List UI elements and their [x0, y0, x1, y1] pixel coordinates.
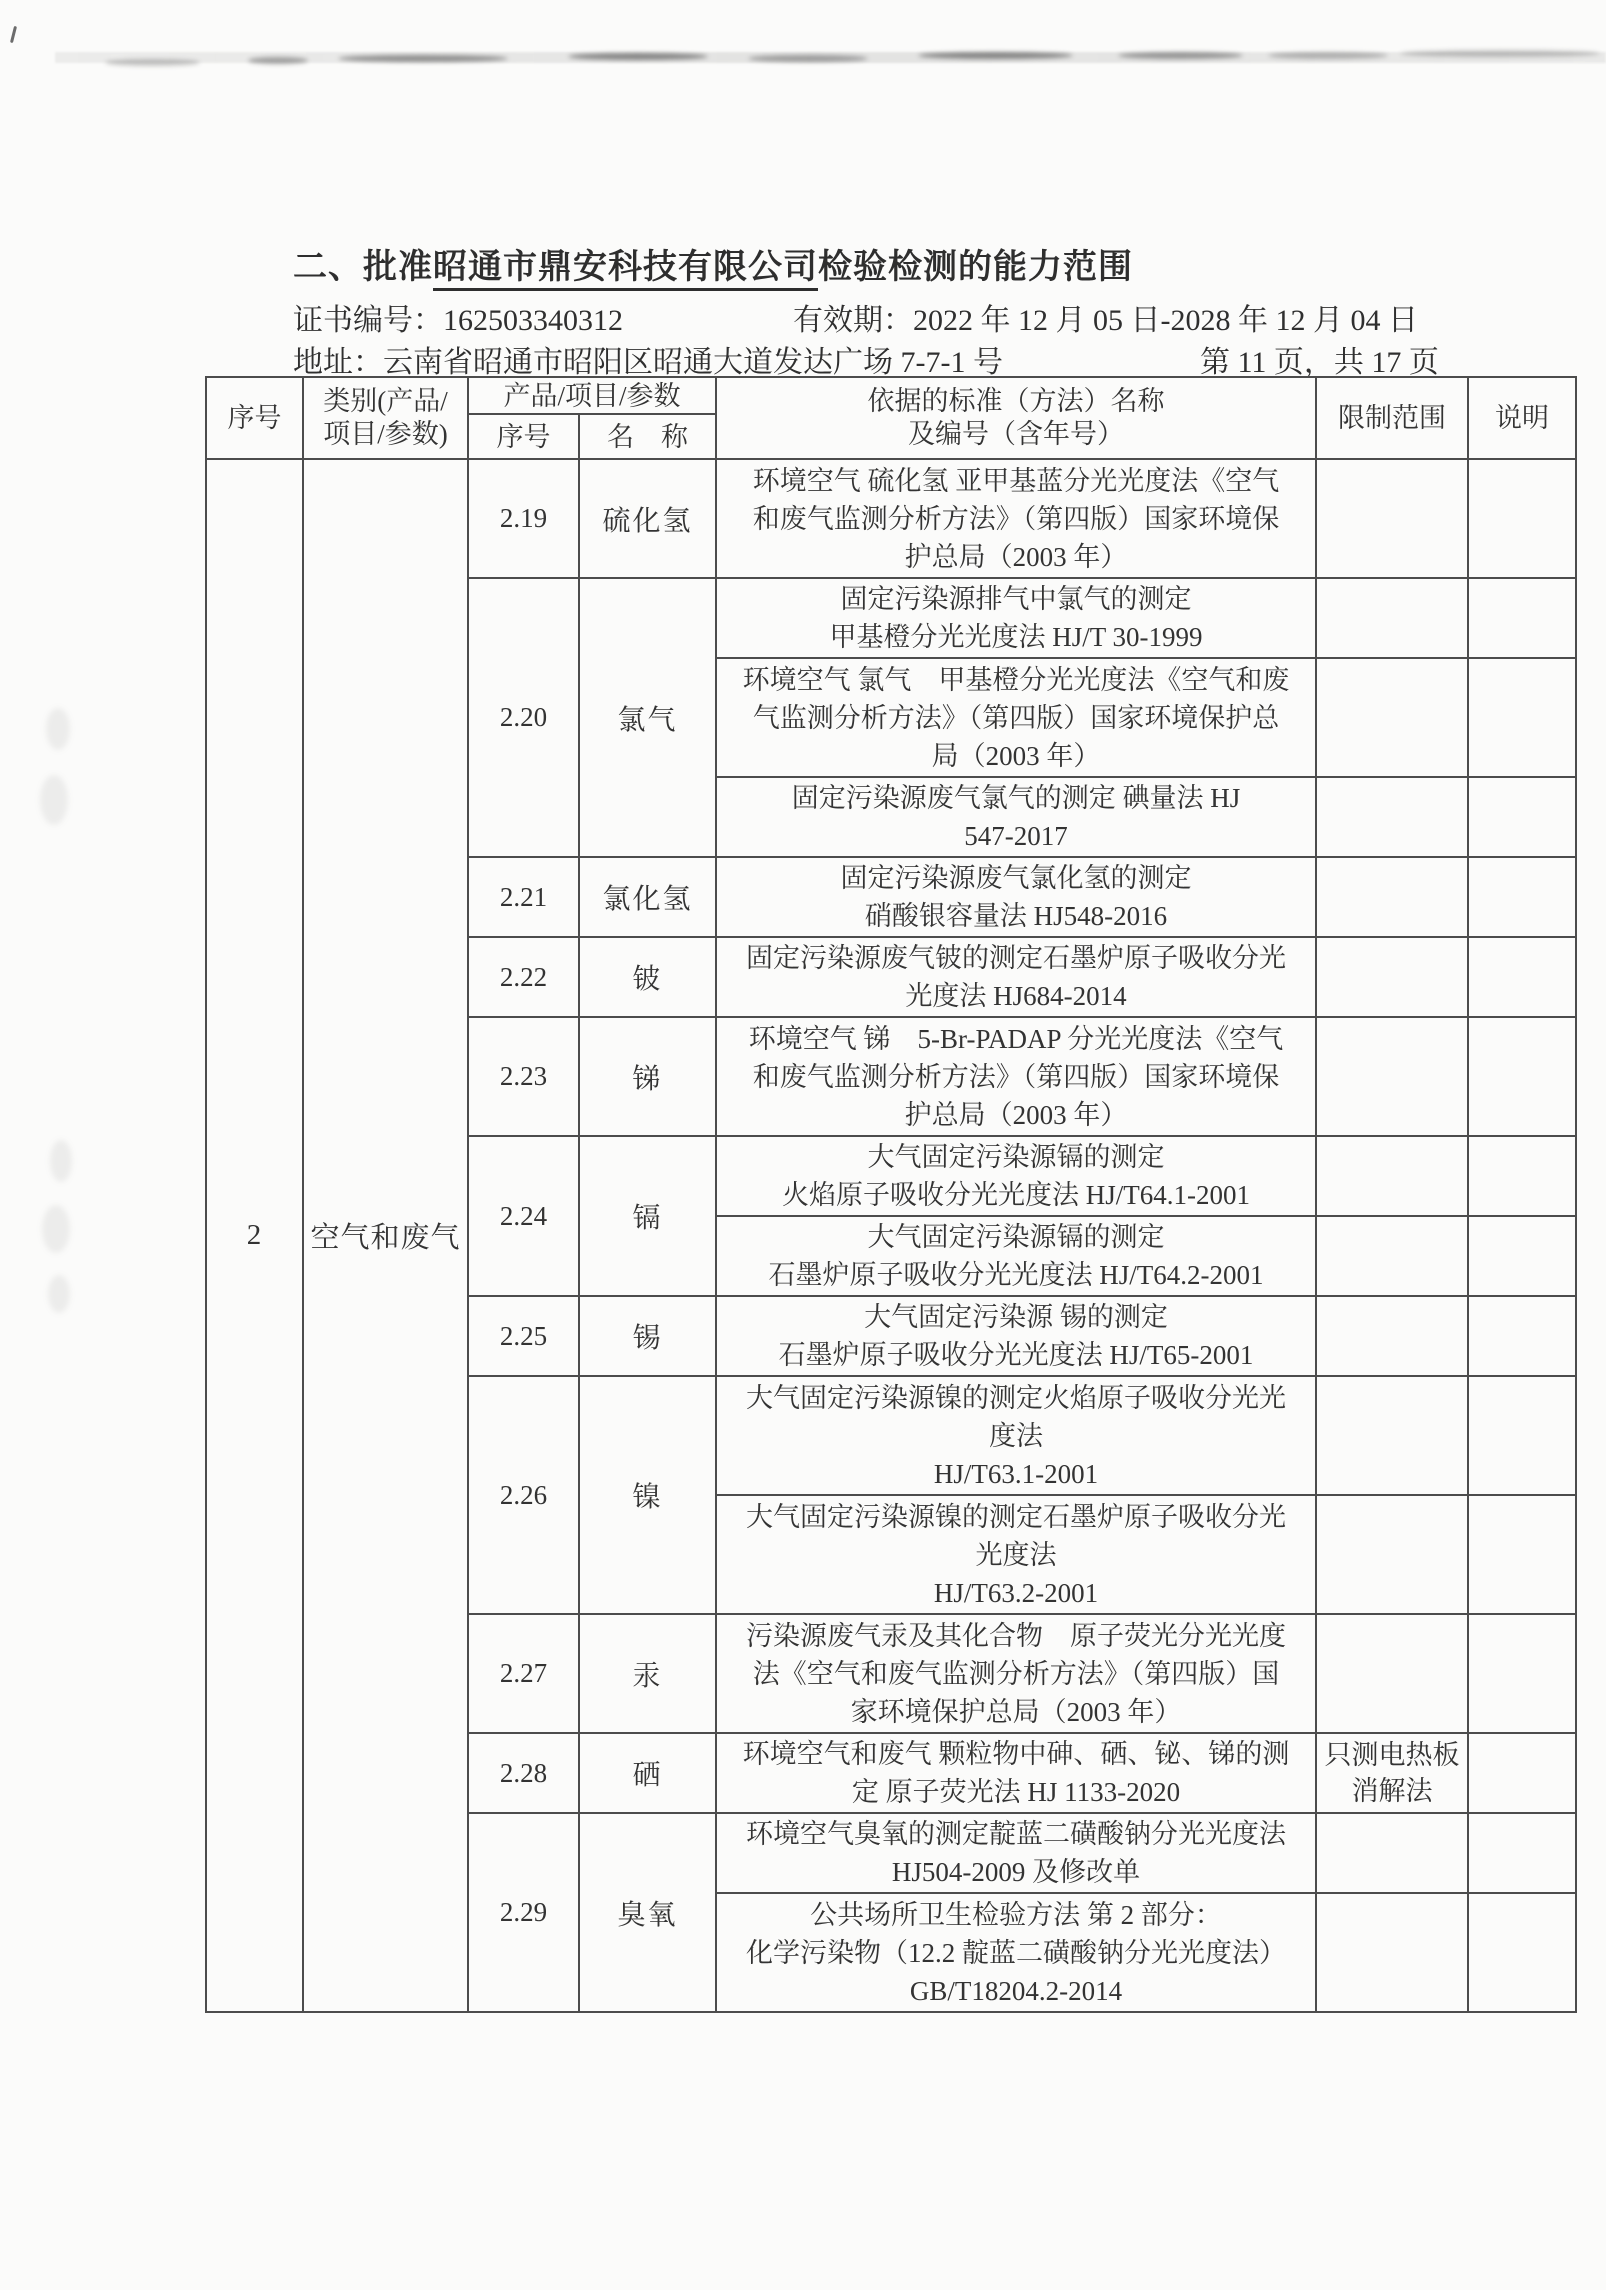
capability-table: [205, 376, 1577, 2013]
limit-cell: [1316, 1017, 1468, 1136]
page-indicator: 第 11 页，共 17 页: [1200, 346, 1439, 379]
scan-smudge: [48, 1275, 70, 1313]
certificate-number-label: 证书编号：: [293, 304, 443, 337]
method-cell: 大气固定污染源镍的测定火焰原子吸收分光光 度法 HJ/T63.1-2001: [716, 1376, 1316, 1495]
param-name-cell: 氯气: [579, 578, 716, 857]
note-cell: [1468, 1296, 1576, 1376]
scan-smudge: [338, 55, 508, 62]
method-cell: 大气固定污染源 锡的测定 石墨炉原子吸收分光光度法 HJ/T65-2001: [716, 1296, 1316, 1376]
certificate-number: [293, 295, 623, 339]
scan-smudge: [105, 59, 200, 66]
param-name-cell: 硫化氢: [579, 459, 716, 578]
param-no-cell: 2.26: [468, 1376, 579, 1614]
header-product-group: 产品/项目/参数: [468, 377, 716, 414]
note-cell: [1468, 1017, 1576, 1136]
param-no-cell: 2.27: [468, 1614, 579, 1733]
note-cell: [1468, 459, 1576, 578]
scan-smudge: [918, 52, 1073, 59]
param-no-cell: 2.20: [468, 578, 579, 857]
note-cell: [1468, 1614, 1576, 1733]
category-cell: 空气和废气: [303, 459, 468, 2012]
table-body: [206, 459, 1576, 2012]
address-label: 地址：: [293, 346, 383, 379]
param-name-cell: 臭氧: [579, 1813, 716, 2012]
header-serial: 序号: [206, 377, 303, 459]
validity-value: 2022 年 12 月 05 日-2028 年 12 月 04 日: [913, 304, 1418, 337]
limit-cell: [1316, 1296, 1468, 1376]
param-name-cell: 锡: [579, 1296, 716, 1376]
limit-cell: [1316, 1893, 1468, 2012]
param-no-cell: 2.22: [468, 937, 579, 1017]
method-cell: 环境空气 锑 5-Br-PADAP 分光光度法《空气 和废气监测分析方法》（第四版）国家环境保 护总局（2003 年）: [716, 1017, 1316, 1136]
limit-cell: [1316, 1614, 1468, 1733]
company-name: 昭通市鼎安科技有限公司: [433, 249, 818, 291]
param-no-cell: 2.19: [468, 459, 579, 578]
section-title: [293, 239, 1133, 288]
method-cell: 环境空气 硫化氢 亚甲基蓝分光光度法《空气 和废气监测分析方法》（第四版）国家环境保 护总局（2003 年）: [716, 459, 1316, 578]
address-value: 云南省昭通市昭阳区昭通大道发达广场 7-7-1 号: [383, 346, 1003, 379]
validity-period: [793, 295, 1418, 339]
note-cell: [1468, 658, 1576, 777]
note-cell: [1468, 1495, 1576, 1614]
header-category: 类别(产品/ 项目/参数): [303, 377, 468, 459]
method-cell: 环境空气 氯气 甲基橙分光光度法《空气和废 气监测分析方法》（第四版）国家环境保护总 局（2003 年）: [716, 658, 1316, 777]
limit-cell: [1316, 658, 1468, 777]
note-cell: [1468, 1216, 1576, 1296]
method-cell: 固定污染源废气铍的测定石墨炉原子吸收分光 光度法 HJ684-2014: [716, 937, 1316, 1017]
scan-smudge: [1118, 52, 1243, 59]
method-cell: 固定污染源废气氯气的测定 碘量法 HJ 547-2017: [716, 777, 1316, 857]
method-cell: 大气固定污染源镉的测定 石墨炉原子吸收分光光度法 HJ/T64.2-2001: [716, 1216, 1316, 1296]
header-limit: 限制范围: [1316, 377, 1468, 459]
method-cell: 污染源废气汞及其化合物 原子荧光分光光度 法《空气和废气监测分析方法》（第四版）国 家环境保护总局（2003 年）: [716, 1614, 1316, 1733]
address-line: [293, 337, 1543, 377]
param-name-cell: 氯化氢: [579, 857, 716, 937]
address: [293, 337, 1003, 381]
method-cell: 环境空气臭氧的测定靛蓝二磺酸钠分光光度法 HJ504-2009 及修改单: [716, 1813, 1316, 1893]
scan-smudge: [46, 708, 70, 750]
header-sub-name: 名 称: [579, 414, 716, 459]
limit-cell: [1316, 1495, 1468, 1614]
note-cell: [1468, 1813, 1576, 1893]
param-no-cell: 2.21: [468, 857, 579, 937]
note-cell: [1468, 857, 1576, 937]
method-cell: 公共场所卫生检验方法 第 2 部分： 化学污染物（12.2 靛蓝二磺酸钠分光光度法） GB/T18204.2-2014: [716, 1893, 1316, 2012]
limit-cell: [1316, 1136, 1468, 1216]
param-no-cell: 2.24: [468, 1136, 579, 1296]
scan-smudge: [1268, 52, 1388, 59]
param-name-cell: 镉: [579, 1136, 716, 1296]
method-cell: 固定污染源排气中氯气的测定 甲基橙分光光度法 HJ/T 30-1999: [716, 578, 1316, 658]
scan-smudge: [40, 775, 68, 825]
validity-label: 有效期：: [793, 304, 913, 337]
row-number-cell: 2: [206, 459, 303, 2012]
section-title-suffix: 检验检测的能力范围: [818, 249, 1133, 286]
limit-cell: [1316, 1216, 1468, 1296]
param-name-cell: 锑: [579, 1017, 716, 1136]
table-header: [206, 377, 1576, 459]
note-cell: [1468, 578, 1576, 658]
header-note: 说明: [1468, 377, 1576, 459]
note-cell: [1468, 937, 1576, 1017]
limit-cell: 只测电热板消解法: [1316, 1733, 1468, 1813]
header-sub-serial: 序号: [468, 414, 579, 459]
limit-cell: [1316, 777, 1468, 857]
method-cell: 环境空气和废气 颗粒物中砷、硒、铋、锑的测 定 原子荧光法 HJ 1133-2020: [716, 1733, 1316, 1813]
param-no-cell: 2.23: [468, 1017, 579, 1136]
certificate-number-value: 162503340312: [443, 304, 623, 337]
certificate-line: [293, 295, 1543, 335]
scan-smudge: [748, 55, 868, 62]
note-cell: [1468, 1136, 1576, 1216]
scan-mark: [10, 26, 17, 43]
param-no-cell: 2.29: [468, 1813, 579, 2012]
limit-cell: [1316, 857, 1468, 937]
note-cell: [1468, 1733, 1576, 1813]
note-cell: [1468, 1376, 1576, 1495]
scan-smudge: [568, 53, 708, 60]
param-no-cell: 2.28: [468, 1733, 579, 1813]
note-cell: [1468, 777, 1576, 857]
method-cell: 固定污染源废气氯化氢的测定 硝酸银容量法 HJ548-2016: [716, 857, 1316, 937]
limit-cell: [1316, 1813, 1468, 1893]
scan-smudge: [248, 57, 308, 64]
scan-smudge: [42, 1205, 70, 1253]
scan-smudge: [50, 1140, 72, 1182]
table-row: [206, 459, 1576, 578]
param-name-cell: 汞: [579, 1614, 716, 1733]
note-cell: [1468, 1893, 1576, 2012]
section-title-prefix: 二、批准: [293, 249, 433, 286]
method-cell: 大气固定污染源镉的测定 火焰原子吸收分光光度法 HJ/T64.1-2001: [716, 1136, 1316, 1216]
limit-cell: [1316, 937, 1468, 1017]
header-standard: 依据的标准（方法）名称 及编号（含年号）: [716, 377, 1316, 459]
param-no-cell: 2.25: [468, 1296, 579, 1376]
limit-cell: [1316, 1376, 1468, 1495]
limit-cell: [1316, 459, 1468, 578]
param-name-cell: 镍: [579, 1376, 716, 1614]
limit-cell: [1316, 578, 1468, 658]
method-cell: 大气固定污染源镍的测定石墨炉原子吸收分光 光度法 HJ/T63.2-2001: [716, 1495, 1316, 1614]
param-name-cell: 铍: [579, 937, 716, 1017]
param-name-cell: 硒: [579, 1733, 716, 1813]
scan-smudge: [1400, 50, 1600, 57]
